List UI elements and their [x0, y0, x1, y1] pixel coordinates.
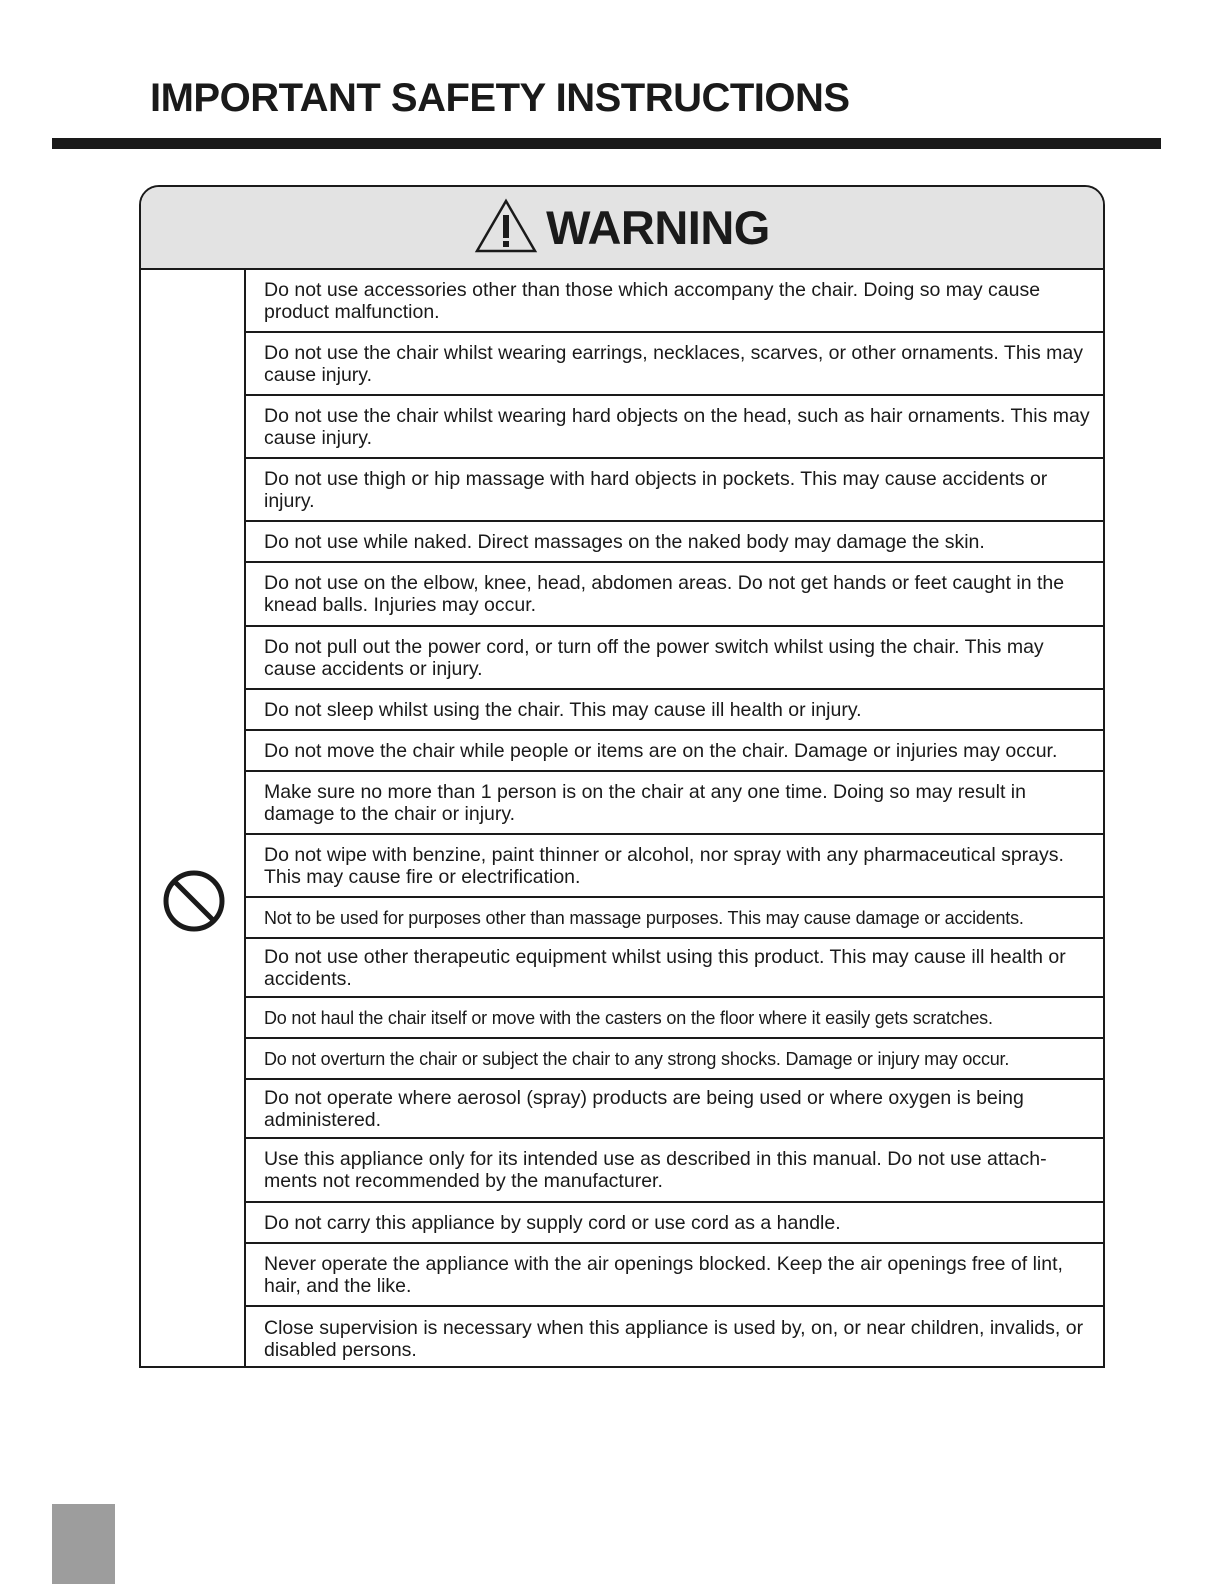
page-tab	[52, 1504, 115, 1584]
prohibition-icon	[161, 868, 227, 934]
warning-triangle-icon	[474, 198, 538, 254]
warning-box	[139, 185, 1105, 1368]
warning-item: Do not move the chair while people or items are on the chair. Damage or injuries may occur.	[246, 731, 1103, 772]
warning-item: Do not use accessories other than those which accompany the chair. Doing so may cause product malfunction.	[246, 270, 1103, 333]
warning-header	[141, 187, 1103, 270]
warning-item: Close supervision is necessary when this appliance is used by, on, or near children, invalids, or disabled persons.	[264, 1316, 1084, 1361]
warning-item: Do not operate where aerosol (spray) products are being used or where oxygen is being administered.	[246, 1080, 1103, 1139]
title-divider	[52, 138, 1161, 149]
warning-item: Make sure no more than 1 person is on the chair at any one time. Doing so may result in damage to the chair or injury.	[246, 772, 1103, 835]
warning-item: Do not use other therapeutic equipment whilst using this product. This may cause ill health or accidents.	[246, 939, 1103, 998]
warning-label: WARNING	[546, 201, 770, 254]
warning-item: Do not haul the chair itself or move with the casters on the floor where it easily gets scratches.	[246, 998, 1103, 1039]
page-title: IMPORTANT SAFETY INSTRUCTIONS	[150, 76, 850, 120]
warning-item: Do not use while naked. Direct massages on the naked body may damage the skin.	[246, 522, 1103, 563]
warning-item: Do not sleep whilst using the chair. This may cause ill health or injury.	[246, 690, 1103, 731]
warning-item: Not to be used for purposes other than massage purposes. This may cause damage or accidents.	[246, 898, 1103, 939]
warning-item: Do not use on the elbow, knee, head, abdomen areas. Do not get hands or feet caught in the knead balls. Injuries may occur.	[246, 563, 1103, 627]
warning-item: Do not overturn the chair or subject the chair to any strong shocks. Damage or injury may occur.	[246, 1039, 1103, 1080]
warning-item: Do not pull out the power cord, or turn off the power switch whilst using the chair. This may cause accidents or injury.	[246, 627, 1103, 690]
icon-column	[141, 270, 246, 1366]
warning-item: Do not use the chair whilst wearing hard objects on the head, such as hair ornaments. This may cause injury.	[246, 396, 1103, 459]
warning-item: Use this appliance only for its intended use as described in this manual. Do not use attach-ments not recommended by the manufacturer.	[246, 1139, 1103, 1203]
warning-item: Never operate the appliance with the air openings blocked. Keep the air openings free of lint, hair, and the like.	[246, 1244, 1103, 1307]
warning-item: Do not wipe with benzine, paint thinner or alcohol, nor spray with any pharmaceutical sprays. This may cause fire or electrification.	[246, 835, 1103, 898]
warning-item: Do not carry this appliance by supply cord or use cord as a handle.	[246, 1203, 1103, 1244]
warning-item: Do not use thigh or hip massage with hard objects in pockets. This may cause accidents or injury.	[246, 459, 1103, 522]
warning-list	[246, 270, 1103, 1370]
warning-item: Do not use the chair whilst wearing earrings, necklaces, scarves, or other ornaments. This may cause injury.	[246, 333, 1103, 396]
